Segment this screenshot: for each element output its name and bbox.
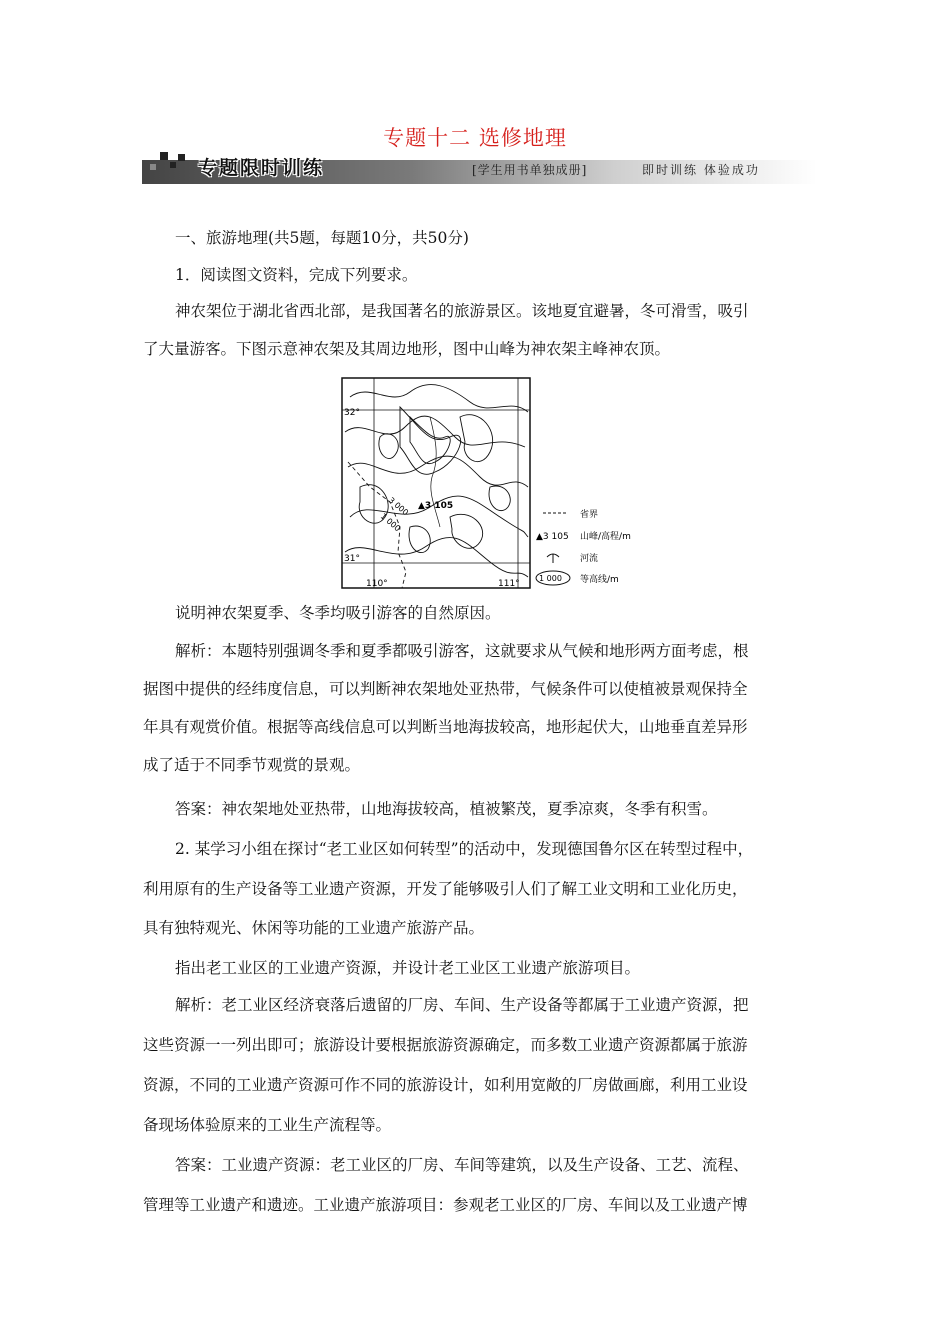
analysis-line: 解析：老工业区经济衰落后遗留的厂房、车间、生产设备等都属于工业遗产资源，把 bbox=[175, 996, 749, 1014]
question-prompt: 说明神农架夏季、冬季均吸引游客的自然原因。 bbox=[175, 604, 501, 622]
question-2: 2. 某学习小组在探讨“老工业区如何转型”的活动中，发现德国鲁尔区在转型过程中， bbox=[175, 840, 754, 858]
paragraph-line: 了大量游客。下图示意神农架及其周边地形，图中山峰为神农架主峰神农顶。 bbox=[143, 340, 671, 358]
analysis-line: 这些资源一一列出即可；旅游设计要根据旅游资源确定，而多数工业遗产资源都属于旅游 bbox=[143, 1036, 748, 1054]
analysis-line: 年具有观赏价值。根据等高线信息可以判断当地海拔较高，地形起伏大，山地垂直差异形 bbox=[143, 718, 748, 736]
analysis-line: 据图中提供的经纬度信息，可以判断神农架地处亚热带，气候条件可以使植被景观保持全 bbox=[143, 680, 748, 698]
lon-right-label: 111° bbox=[498, 579, 520, 589]
legend-peak-sample: ▲3 105 bbox=[536, 532, 569, 542]
peak-label: ▲3 105 bbox=[418, 501, 454, 511]
banner-middle-text: [学生用书单独成册] bbox=[472, 163, 588, 177]
answer-line: 答案：工业遗产资源：老工业区的厂房、车间等建筑，以及生产设备、工艺、流程、 bbox=[175, 1156, 749, 1174]
legend-contour-sample: 1 000 bbox=[539, 574, 562, 583]
banner-right-text: 即时训练 体验成功 bbox=[642, 163, 760, 177]
paragraph-line: 具有独特观光、休闲等功能的工业遗产旅游产品。 bbox=[143, 919, 485, 937]
analysis-line: 资源，不同的工业遗产资源可作不同的旅游设计，如利用宽敞的厂房做画廊，利用工业设 bbox=[143, 1076, 748, 1094]
analysis-line: 解析：本题特别强调冬季和夏季都吸引游客，这就要求从气候和地形两方面考虑，根 bbox=[175, 642, 749, 660]
banner-label: 专题限时训练 bbox=[198, 157, 325, 179]
legend-peak: 山峰/高程/m bbox=[580, 532, 631, 542]
map-legend bbox=[536, 508, 631, 585]
legend-river: 河流 bbox=[580, 554, 599, 564]
analysis-line: 成了适于不同季节观赏的景观。 bbox=[143, 756, 361, 774]
legend-province-border: 省界 bbox=[580, 510, 599, 520]
analysis-line: 备现场体验原来的工业生产流程等。 bbox=[143, 1116, 392, 1134]
section-heading: 一、旅游地理(共5题，每题10分，共50分) bbox=[175, 229, 469, 247]
paragraph-line: 利用原有的生产设备等工业遗产资源，开发了能够吸引人们了解工业文明和工业化历史， bbox=[143, 880, 748, 898]
contour-label-3000: 3 000 bbox=[386, 495, 411, 518]
paragraph-line: 神农架位于湖北省西北部，是我国著名的旅游景区。该地夏宜避暑，冬可滑雪，吸引 bbox=[175, 302, 749, 320]
question-1: 1．阅读图文资料，完成下列要求。 bbox=[175, 266, 418, 284]
contour-label-1000: 1 000 bbox=[378, 511, 403, 534]
topographic-map bbox=[340, 377, 650, 592]
page-title: 专题十二 选修地理 bbox=[383, 126, 567, 150]
section-banner bbox=[142, 150, 817, 186]
lat-top-label: 32° bbox=[344, 408, 360, 418]
legend-contour: 等高线/m bbox=[580, 575, 619, 585]
answer-line: 管理等工业遗产和遗迹。工业遗产旅游项目：参观老工业区的厂房、车间以及工业遗产博 bbox=[143, 1196, 748, 1214]
lon-left-label: 110° bbox=[366, 579, 388, 589]
answer-line: 答案：神农架地处亚热带，山地海拔较高，植被繁茂，夏季凉爽，冬季有积雪。 bbox=[175, 800, 718, 818]
lat-bottom-label: 31° bbox=[344, 554, 360, 564]
question-prompt: 指出老工业区的工业遗产资源，并设计老工业区工业遗产旅游项目。 bbox=[175, 959, 641, 977]
